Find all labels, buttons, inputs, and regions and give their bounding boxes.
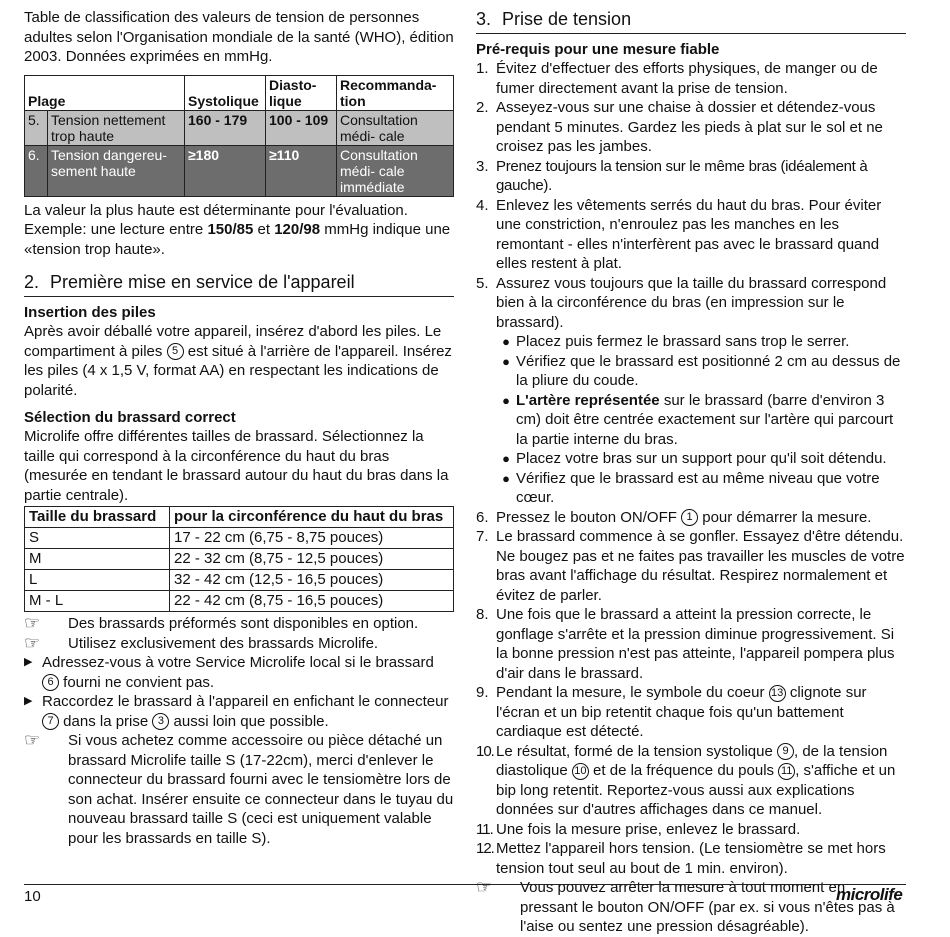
table-row: M 22 - 32 cm (8,75 - 12,5 pouces): [25, 549, 454, 570]
triangle-right-icon: ▶: [24, 656, 33, 668]
list-item: ● L'artère représentée sur le brassard (barre d'environ 3 cm) doit être centrée exactement sur l'artère qui parcourt la partie interne du bras.: [496, 391, 906, 450]
row-label: Tension dangereu- sement haute: [48, 145, 185, 196]
ref-number: 6: [42, 674, 59, 691]
row-diastolic: ≥110: [266, 145, 337, 196]
table-row: S 17 - 22 cm (6,75 - 8,75 pouces): [25, 528, 454, 549]
ref-number: 9: [777, 743, 794, 760]
left-column: [24, 8, 454, 848]
row-label: Tension nettement trop haute: [48, 110, 185, 145]
list-item: 5. Assurez vous toujours que la taille du brassard correspond bien à la circonférence du bras (en impression sur le brassard). ● Placez puis fermez le brassard sans trop le serrer. ● Vérifiez que le brassard est positionné 2 cm au dessus de la pliure du coude. ● L'artère représentée sur le brassard (barre d'environ 3 cm) doit être centrée exactement sur l'artère qui parcourt la partie interne du bras. ● Placez votre bras sur un support pour qu'il soit détendu. ● Vérifiez que le brassard est au même niveau que votre cœur.: [476, 274, 906, 508]
row-systolic: 160 - 179: [185, 110, 266, 145]
batteries-subheading: Insertion des piles: [24, 304, 156, 321]
table-header-size: Taille du brassard: [25, 507, 170, 528]
bullet-dot-icon: ●: [502, 353, 510, 369]
row-recommendation: Consultation médi- cale immédiate: [337, 145, 454, 196]
list-item: ● Placez puis fermez le brassard sans trop le serrer.: [496, 332, 906, 352]
brand-logo: microlife: [836, 885, 903, 904]
list-item: 12. Mettez l'appareil hors tension. (Le tensiomètre se met hors tension tout seul au bout de 1 min. environ).: [476, 840, 886, 877]
cuff-text: Microlife offre différentes tailles de brassard. Sélectionnez la taille qui correspond à la circonférence du haut du bras (mesurée en tendant le brassard autour du haut du bras dans la partie centrale).: [24, 428, 449, 504]
ref-number: 13: [769, 685, 786, 702]
list-item: 7. Le brassard commence à se gonfler. Essayez d'être détendu. Ne bougez pas et ne faites pas travailler les muscles de votre bras avant l'affichage du résultat. Respirez normalement et évitez de parler.: [476, 528, 905, 604]
table-row: L 32 - 42 cm (12,5 - 16,5 pouces): [25, 570, 454, 591]
row-diastolic: 100 - 109: [266, 110, 337, 145]
cuff-positioning-list: [496, 332, 906, 508]
note-item: ☞ Utilisez exclusivement des brassards Microlife.: [24, 632, 379, 653]
table-header-circumference: pour la circonférence du haut du bras: [170, 507, 454, 528]
table-row: M - L 22 - 42 cm (8,75 - 16,5 pouces): [25, 591, 454, 612]
instruction-item: ▶ Raccordez le brassard à l'appareil en enfichant le connecteur 7 dans la prise 3 aussi loin que possible.: [24, 693, 449, 730]
list-item: 3. Prenez toujours la tension sur le même bras (idéalement à gauche).: [476, 157, 868, 194]
bullet-dot-icon: ●: [502, 392, 510, 408]
ref-number: 10: [572, 763, 589, 780]
list-item: 4. Enlevez les vêtements serrés du haut du bras. Pour éviter une constriction, n'enroulez pas les manches en les remontant - elles n'interfèrent pas avec le brassard quand elles restent à plat.: [476, 196, 882, 272]
cuff-size-table: [24, 506, 454, 612]
triangle-right-icon: ▶: [24, 695, 33, 707]
measurement-steps: [476, 59, 906, 878]
section-2-heading: 2. Première mise en service de l'appareil: [24, 271, 454, 297]
classification-intro: Table de classification des valeurs de tension de personnes adultes selon l'Organisation mondiale de la santé (WHO), édition 2003. Données exprimées en mmHg.: [24, 9, 454, 65]
list-item: 6. Pressez le bouton ON/OFF 1 pour démarrer la mesure.: [476, 508, 872, 526]
note-item: ☞ Vous pouvez arrêter la mesure à tout moment en pressant le bouton ON/OFF (par ex. si vous n'êtes pas à l'aise ou sentez une pression désagréable).: [476, 877, 895, 935]
pointing-hand-icon: ☞: [24, 632, 41, 653]
ref-number: 5: [167, 343, 184, 360]
row-number: 5.: [25, 110, 48, 145]
page-number: 10: [24, 888, 41, 905]
pressure-classification-table: [24, 75, 454, 197]
note-item: ☞ Si vous achetez comme accessoire ou pièce détaché un brassard Microlife taille S (17-22cm), merci d'enlever le connecteur du brassard fourni avec le tensiomètre lors de son achat. Insérer ensuite ce connecteur dans le tuyau du nouveau brassard taille S (ceci est uniquement valable pour les brassards en taille S).: [24, 730, 454, 847]
footer-divider: [24, 884, 906, 885]
evaluation-note: La valeur la plus haute est déterminante pour l'évaluation. Exemple: une lecture entre 150/85 et 120/98 mmHg indique une «tension trop haute».: [24, 201, 451, 258]
ref-number: 3: [152, 713, 169, 730]
list-item: 2. Asseyez-vous sur une chaise à dossier et détendez-vous pendant 5 minutes. Gardez les pieds à plat sur le sol et ne croisez pas les jambes.: [476, 99, 883, 155]
list-item: ● Placez votre bras sur un support pour qu'il soit détendu.: [496, 449, 906, 469]
pointing-hand-icon: ☞: [476, 877, 493, 897]
row-systolic: ≥180: [185, 145, 266, 196]
ref-number: 7: [42, 713, 59, 730]
list-item: ● Vérifiez que le brassard est au même niveau que votre cœur.: [496, 469, 906, 508]
list-item: ● Vérifiez que le brassard est positionné 2 cm au dessus de la pliure du coude.: [496, 352, 906, 391]
instruction-item: ▶ Adressez-vous à votre Service Microlife local si le brassard 6 fourni ne convient pas.: [24, 654, 434, 691]
pointing-hand-icon: ☞: [24, 730, 41, 750]
bullet-dot-icon: ●: [502, 470, 510, 486]
section-3-heading: 3. Prise de tension: [476, 8, 906, 34]
bullet-dot-icon: ●: [502, 334, 510, 349]
table-header-recommendation: Recommanda- tion: [337, 75, 454, 110]
row-recommendation: Consultation médi- cale: [337, 110, 454, 145]
table-header-systolic: Systolique: [185, 75, 266, 110]
list-item: 10. Le résultat, formé de la tension systolique 9 , de la tension diastolique 10 et de la fréquence du pouls 11 , s'affiche et un bip long retentit. Reportez-vous aussi aux explications données sur d'autres affichages dans ce manuel.: [476, 742, 896, 818]
list-item: 8. Une fois que le brassard a atteint la pression correcte, le gonflage s'arrête et la pression diminue progressivement. Si la bonne pression n'est pas atteinte, l'appareil pompera plus d'air dans le brassard.: [476, 606, 895, 682]
note-item: ☞ Des brassards préformés sont disponibles en option.: [24, 613, 419, 633]
prerequisites-subheading: Pré-requis pour une mesure fiable: [476, 41, 720, 58]
ref-number: 1: [681, 509, 698, 526]
list-item: 1. Évitez d'effectuer des efforts physiques, de manger ou de fumer directement avant la prise de tension.: [476, 60, 878, 97]
batteries-text: Après avoir déballé votre appareil, insérez d'abord les piles. Le compartiment à piles 5 est situé à l'arrière de l'appareil. Insérez les piles (4 x 1,5 V, format AA) en respectant les indications de polarité.: [24, 323, 452, 399]
table-header-range: Plage: [25, 75, 185, 110]
cuff-subheading: Sélection du brassard correct: [24, 409, 236, 426]
right-column: [476, 8, 906, 937]
table-row: [25, 110, 454, 145]
ref-number: 11: [778, 763, 795, 780]
list-item: 9. Pendant la mesure, le symbole du coeur 13 clignote sur l'écran et un bip retentit chaque fois qu'un battement cardiaque est détecté.: [476, 684, 867, 740]
table-row: [25, 145, 454, 196]
pointing-hand-icon: ☞: [24, 613, 41, 633]
list-item: 11. Une fois la mesure prise, enlevez le brassard.: [476, 820, 801, 838]
row-number: 6.: [25, 145, 48, 196]
bullet-dot-icon: ●: [502, 451, 510, 466]
table-header-diastolic: Diasto- lique: [266, 75, 337, 110]
